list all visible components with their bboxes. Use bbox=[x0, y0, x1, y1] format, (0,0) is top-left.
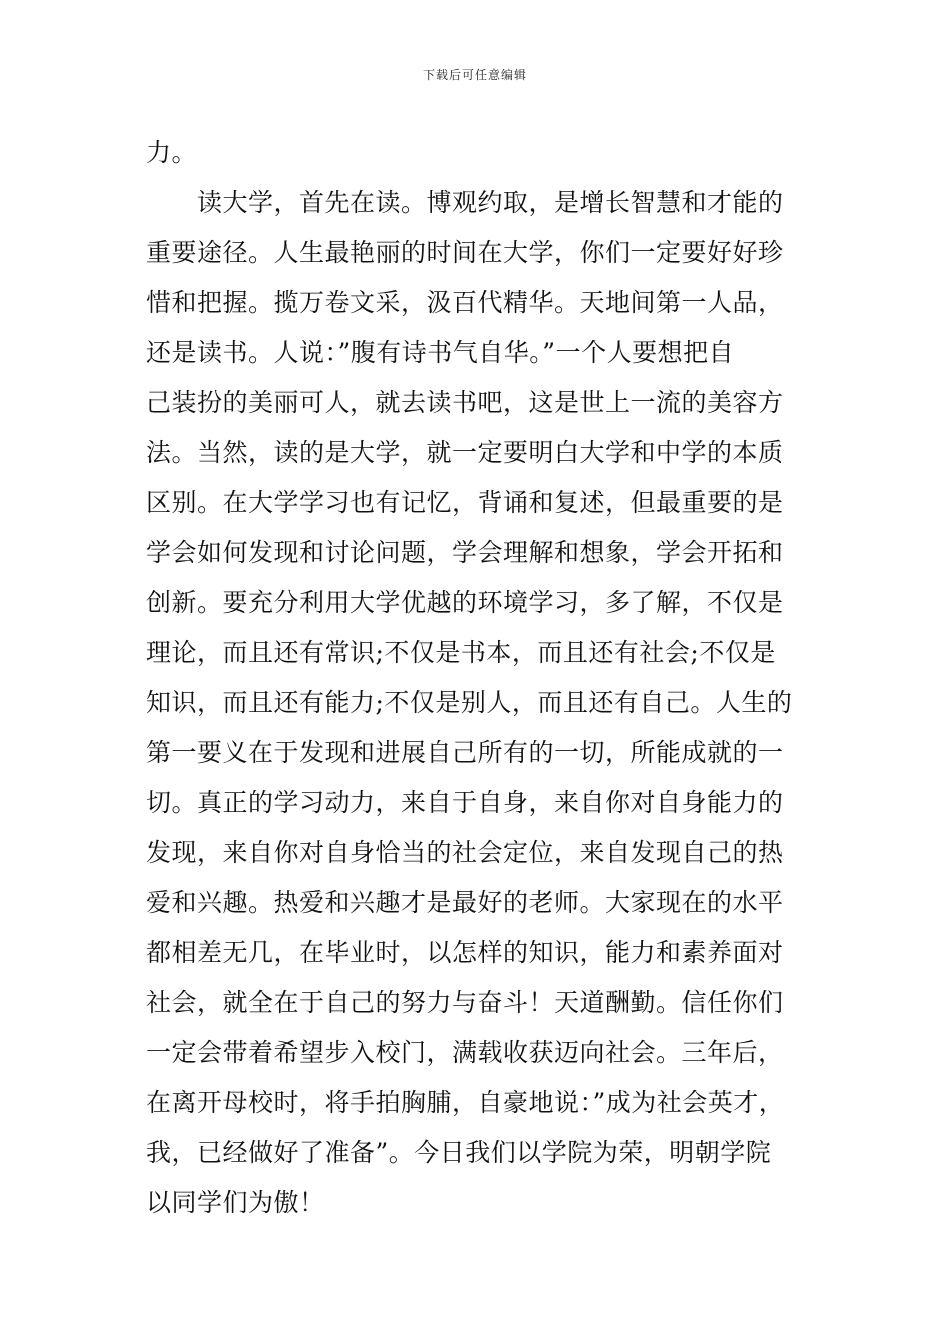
text-line: 在离开母校时，将手拍胸脯，自豪地说：”成为社会英才， bbox=[146, 1088, 785, 1117]
text-line: 我，已经做好了准备”。今日我们以学院为荣，明朝学院 bbox=[146, 1138, 772, 1167]
text-line: 知识，而且还有能力;不仅是别人，而且还有自己。人生的 bbox=[146, 688, 793, 717]
text-line: 理论，而且还有常识;不仅是书本，而且还有社会;不仅是 bbox=[146, 638, 776, 667]
text-line: 还是读书。人说：”腹有诗书气自华。”一个人要想把自 bbox=[146, 338, 735, 367]
text-line: 社会，就全在于自己的努力与奋斗！天道酬勤。信任你们 bbox=[146, 988, 784, 1017]
text-line: 惜和把握。揽万卷文采，汲百代精华。天地间第一人品， bbox=[146, 288, 784, 317]
text-line: 力。 bbox=[146, 138, 198, 167]
text-line: 爱和兴趣。热爱和兴趣才是最好的老师。大家现在的水平 bbox=[146, 888, 784, 917]
text-line: 一定会带着希望步入校门，满载收获迈向社会。三年后， bbox=[146, 1038, 784, 1067]
text-line: 重要途径。人生最艳丽的时间在大学，你们一定要好好珍 bbox=[146, 238, 784, 267]
text-line: 切。真正的学习动力，来自于自身，来自你对自身能力的 bbox=[146, 788, 784, 817]
text-line: 读大学，首先在读。博观约取，是增长智慧和才能的 bbox=[146, 188, 784, 217]
text-line: 以同学们为傲！ bbox=[146, 1188, 325, 1217]
document-body bbox=[146, 128, 836, 1228]
text-line: 第一要义在于发现和进展自己所有的一切，所能成就的一 bbox=[146, 738, 784, 767]
text-line: 法。当然，读的是大学，就一定要明白大学和中学的本质 bbox=[146, 438, 784, 467]
text-line: 区别。在大学学习也有记忆，背诵和复述，但最重要的是 bbox=[146, 488, 784, 517]
text-line: 己装扮的美丽可人，就去读书吧，这是世上一流的美容方 bbox=[146, 388, 784, 417]
header-note: 下载后可任意编辑 bbox=[422, 68, 527, 82]
text-line: 都相差无几，在毕业时，以怎样的知识，能力和素养面对 bbox=[146, 938, 784, 967]
text-line: 发现，来自你对自身恰当的社会定位，来自发现自己的热 bbox=[146, 838, 784, 867]
text-line: 学会如何发现和讨论问题，学会理解和想象，学会开拓和 bbox=[146, 538, 784, 567]
text-line: 创新。要充分利用大学优越的环境学习，多了解，不仅是 bbox=[146, 588, 784, 617]
